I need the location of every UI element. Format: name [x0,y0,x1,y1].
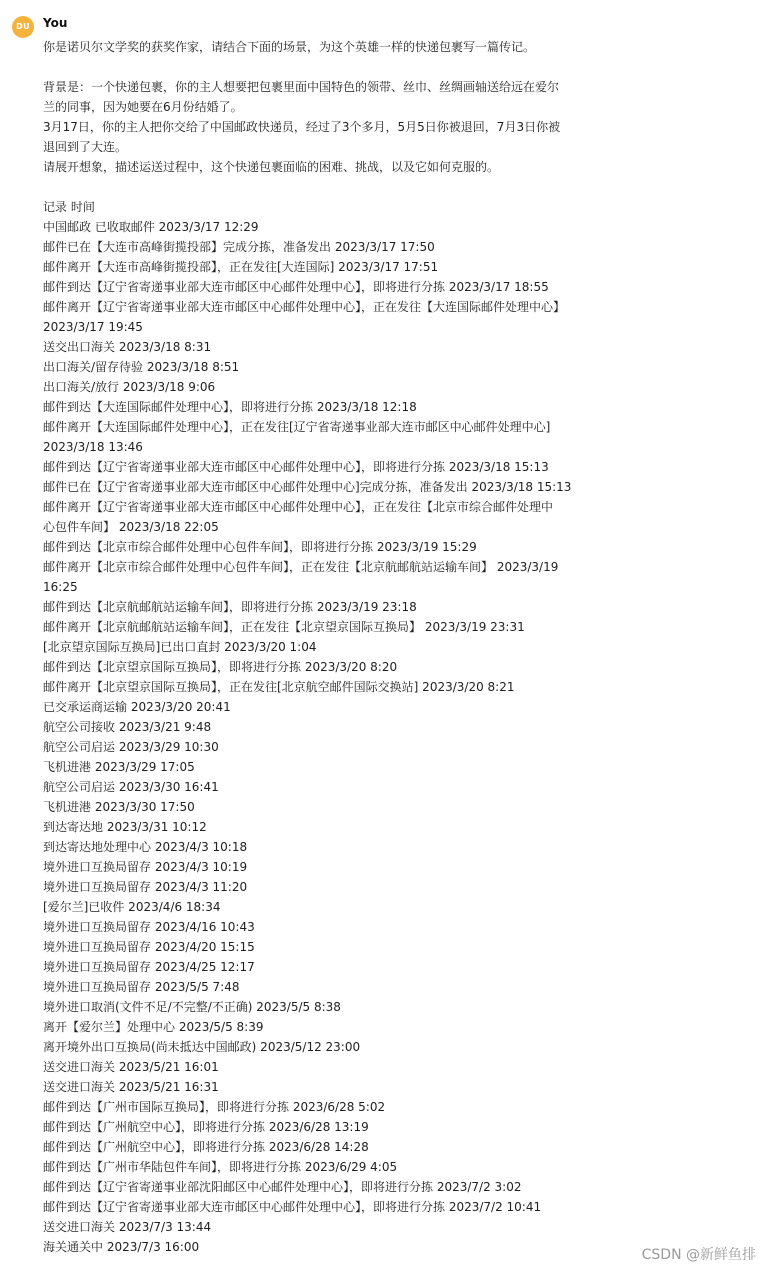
message-line: 航空公司启运 2023/3/30 16:41 [43,780,219,794]
message-line: 你是诺贝尔文学奖的获奖作家，请结合下面的场景，为这个英雄一样的快递包裹写一篇传记。 [43,40,536,54]
message-line: 请展开想象，描述运送过程中，这个快递包裹面临的困难、挑战，以及它如何克服的。 [43,160,500,174]
message-line: 航空公司启运 2023/3/29 10:30 [43,740,219,754]
message-line: [北京望京国际互换局]已出口直封 2023/3/20 1:04 [43,640,317,654]
message-line: 邮件到达【广州市国际互换局】，即将进行分拣 2023/6/28 5:02 [43,1100,386,1114]
message-line: 到达寄达地处理中心 2023/4/3 10:18 [43,840,248,854]
message-line: 3月17日，你的主人把你交给了中国邮政快递员，经过了3个多月，5月5日你被退回，7月3日你被 [43,120,561,134]
message-line: 邮件到达【广州市华陆包件车间】，即将进行分拣 2023/6/29 4:05 [43,1160,398,1174]
message-line: 境外进口取消(文件不足/不完整/不正确) 2023/5/5 8:38 [43,1000,341,1014]
message-line: 飞机进港 2023/3/30 17:50 [43,800,195,814]
message-author: You [43,16,68,30]
message-line: 邮件到达【北京市综合邮件处理中心包件车间】，即将进行分拣 2023/3/19 15:29 [43,540,477,554]
message-line: 离开【爱尔兰】处理中心 2023/5/5 8:39 [43,1020,264,1034]
message-line: 境外进口互换局留存 2023/4/20 15:15 [43,940,255,954]
message-line: 已交承运商运输 2023/3/20 20:41 [43,700,231,714]
message-line: 送交进口海关 2023/7/3 13:44 [43,1220,212,1234]
message-line: 邮件离开【大连国际邮件处理中心】，正在发往[辽宁省寄递事业部大连市邮区中心邮件处理中心] [43,420,551,434]
message-line [43,57,633,77]
message-line: 心包件车间】 2023/3/18 22:05 [43,520,219,534]
message-line: 邮件离开【北京市综合邮件处理中心包件车间】，正在发往【北京航邮航站运输车间】 2023/3/19 [43,560,559,574]
message-line: 邮件离开【辽宁省寄递事业部大连市邮区中心邮件处理中心】，正在发往【北京市综合邮件处理中 [43,500,554,514]
message-line: 航空公司接收 2023/3/21 9:48 [43,720,212,734]
message-line: 境外进口互换局留存 2023/4/16 10:43 [43,920,255,934]
message-line: 邮件已在【大连市高峰街揽投部】完成分拣，准备发出 2023/3/17 17:50 [43,240,435,254]
message-line: 邮件到达【北京航邮航站运输车间】，即将进行分拣 2023/3/19 23:18 [43,600,417,614]
message-content [43,37,633,1257]
message-line: 邮件到达【大连国际邮件处理中心】，即将进行分拣 2023/3/18 12:18 [43,400,417,414]
message-line: 邮件离开【大连市高峰街揽投部】，正在发往[大连国际] 2023/3/17 17:51 [43,260,439,274]
message-line: 境外进口互换局留存 2023/4/3 11:20 [43,880,248,894]
message-line: 送交进口海关 2023/5/21 16:31 [43,1080,219,1094]
message-line: 邮件已在【辽宁省寄递事业部大连市邮区中心邮件处理中心]完成分拣，准备发出 2023/3/18 15:13 [43,480,572,494]
message-line: 背景是：一个快递包裹，你的主人想要把包裹里面中国特色的领带、丝巾、丝绸画轴送给远在爱尔 [43,80,560,94]
message-line: 2023/3/17 19:45 [43,320,143,334]
message-line: 境外进口互换局留存 2023/5/5 7:48 [43,980,240,994]
message-line: 邮件到达【辽宁省寄递事业部沈阳邮区中心邮件处理中心】，即将进行分拣 2023/7/2 3:02 [43,1180,522,1194]
message-line: [爱尔兰]已收件 2023/4/6 18:34 [43,900,221,914]
message-line: 境外进口互换局留存 2023/4/3 10:19 [43,860,248,874]
chat-message [12,12,757,1262]
message-line: 16:25 [43,580,78,594]
message-line: 邮件到达【辽宁省寄递事业部大连市邮区中心邮件处理中心】，即将进行分拣 2023/3/18 15:13 [43,460,549,474]
message-line: 中国邮政 已收取邮件 2023/3/17 12:29 [43,220,259,234]
message-line: 记录 时间 [43,200,95,214]
message-line: 送交进口海关 2023/5/21 16:01 [43,1060,219,1074]
message-line: 邮件到达【广州航空中心】，即将进行分拣 2023/6/28 14:28 [43,1140,369,1154]
message-line: 退回到了大连。 [43,140,128,154]
message-line: 海关通关中 2023/7/3 16:00 [43,1240,200,1254]
watermark: CSDN @新鲜鱼排 [641,1247,756,1263]
message-line: 邮件到达【辽宁省寄递事业部大连市邮区中心邮件处理中心】，即将进行分拣 2023/7/2 10:41 [43,1200,542,1214]
message-line: 邮件到达【广州航空中心】，即将进行分拣 2023/6/28 13:19 [43,1120,369,1134]
message-line: 邮件离开【北京望京国际互换局】，正在发往[北京航空邮件国际交换站] 2023/3/20 8:21 [43,680,515,694]
message-line: 离开境外出口互换局(尚未抵达中国邮政) 2023/5/12 23:00 [43,1040,361,1054]
message-line: 出口海关/放行 2023/3/18 9:06 [43,380,216,394]
message-line: 2023/3/18 13:46 [43,440,143,454]
message-line: 送交出口海关 2023/3/18 8:31 [43,340,212,354]
message-line: 邮件到达【北京望京国际互换局】，即将进行分拣 2023/3/20 8:20 [43,660,398,674]
user-avatar: DU [12,16,34,38]
message-line: 邮件离开【北京航邮航站运输车间】，正在发往【北京望京国际互换局】 2023/3/19 23:31 [43,620,525,634]
message-line [43,177,633,197]
message-line: 飞机进港 2023/3/29 17:05 [43,760,195,774]
message-line: 兰的同事，因为她要在6月份结婚了。 [43,100,243,114]
message-line: 邮件离开【辽宁省寄递事业部大连市邮区中心邮件处理中心】，正在发往【大连国际邮件处理中心】 [43,300,566,314]
message-line: 出口海关/留存待验 2023/3/18 8:51 [43,360,240,374]
message-line: 境外进口互换局留存 2023/4/25 12:17 [43,960,255,974]
message-line: 邮件到达【辽宁省寄递事业部大连市邮区中心邮件处理中心】，即将进行分拣 2023/3/17 18:55 [43,280,549,294]
message-line: 到达寄达地 2023/3/31 10:12 [43,820,207,834]
